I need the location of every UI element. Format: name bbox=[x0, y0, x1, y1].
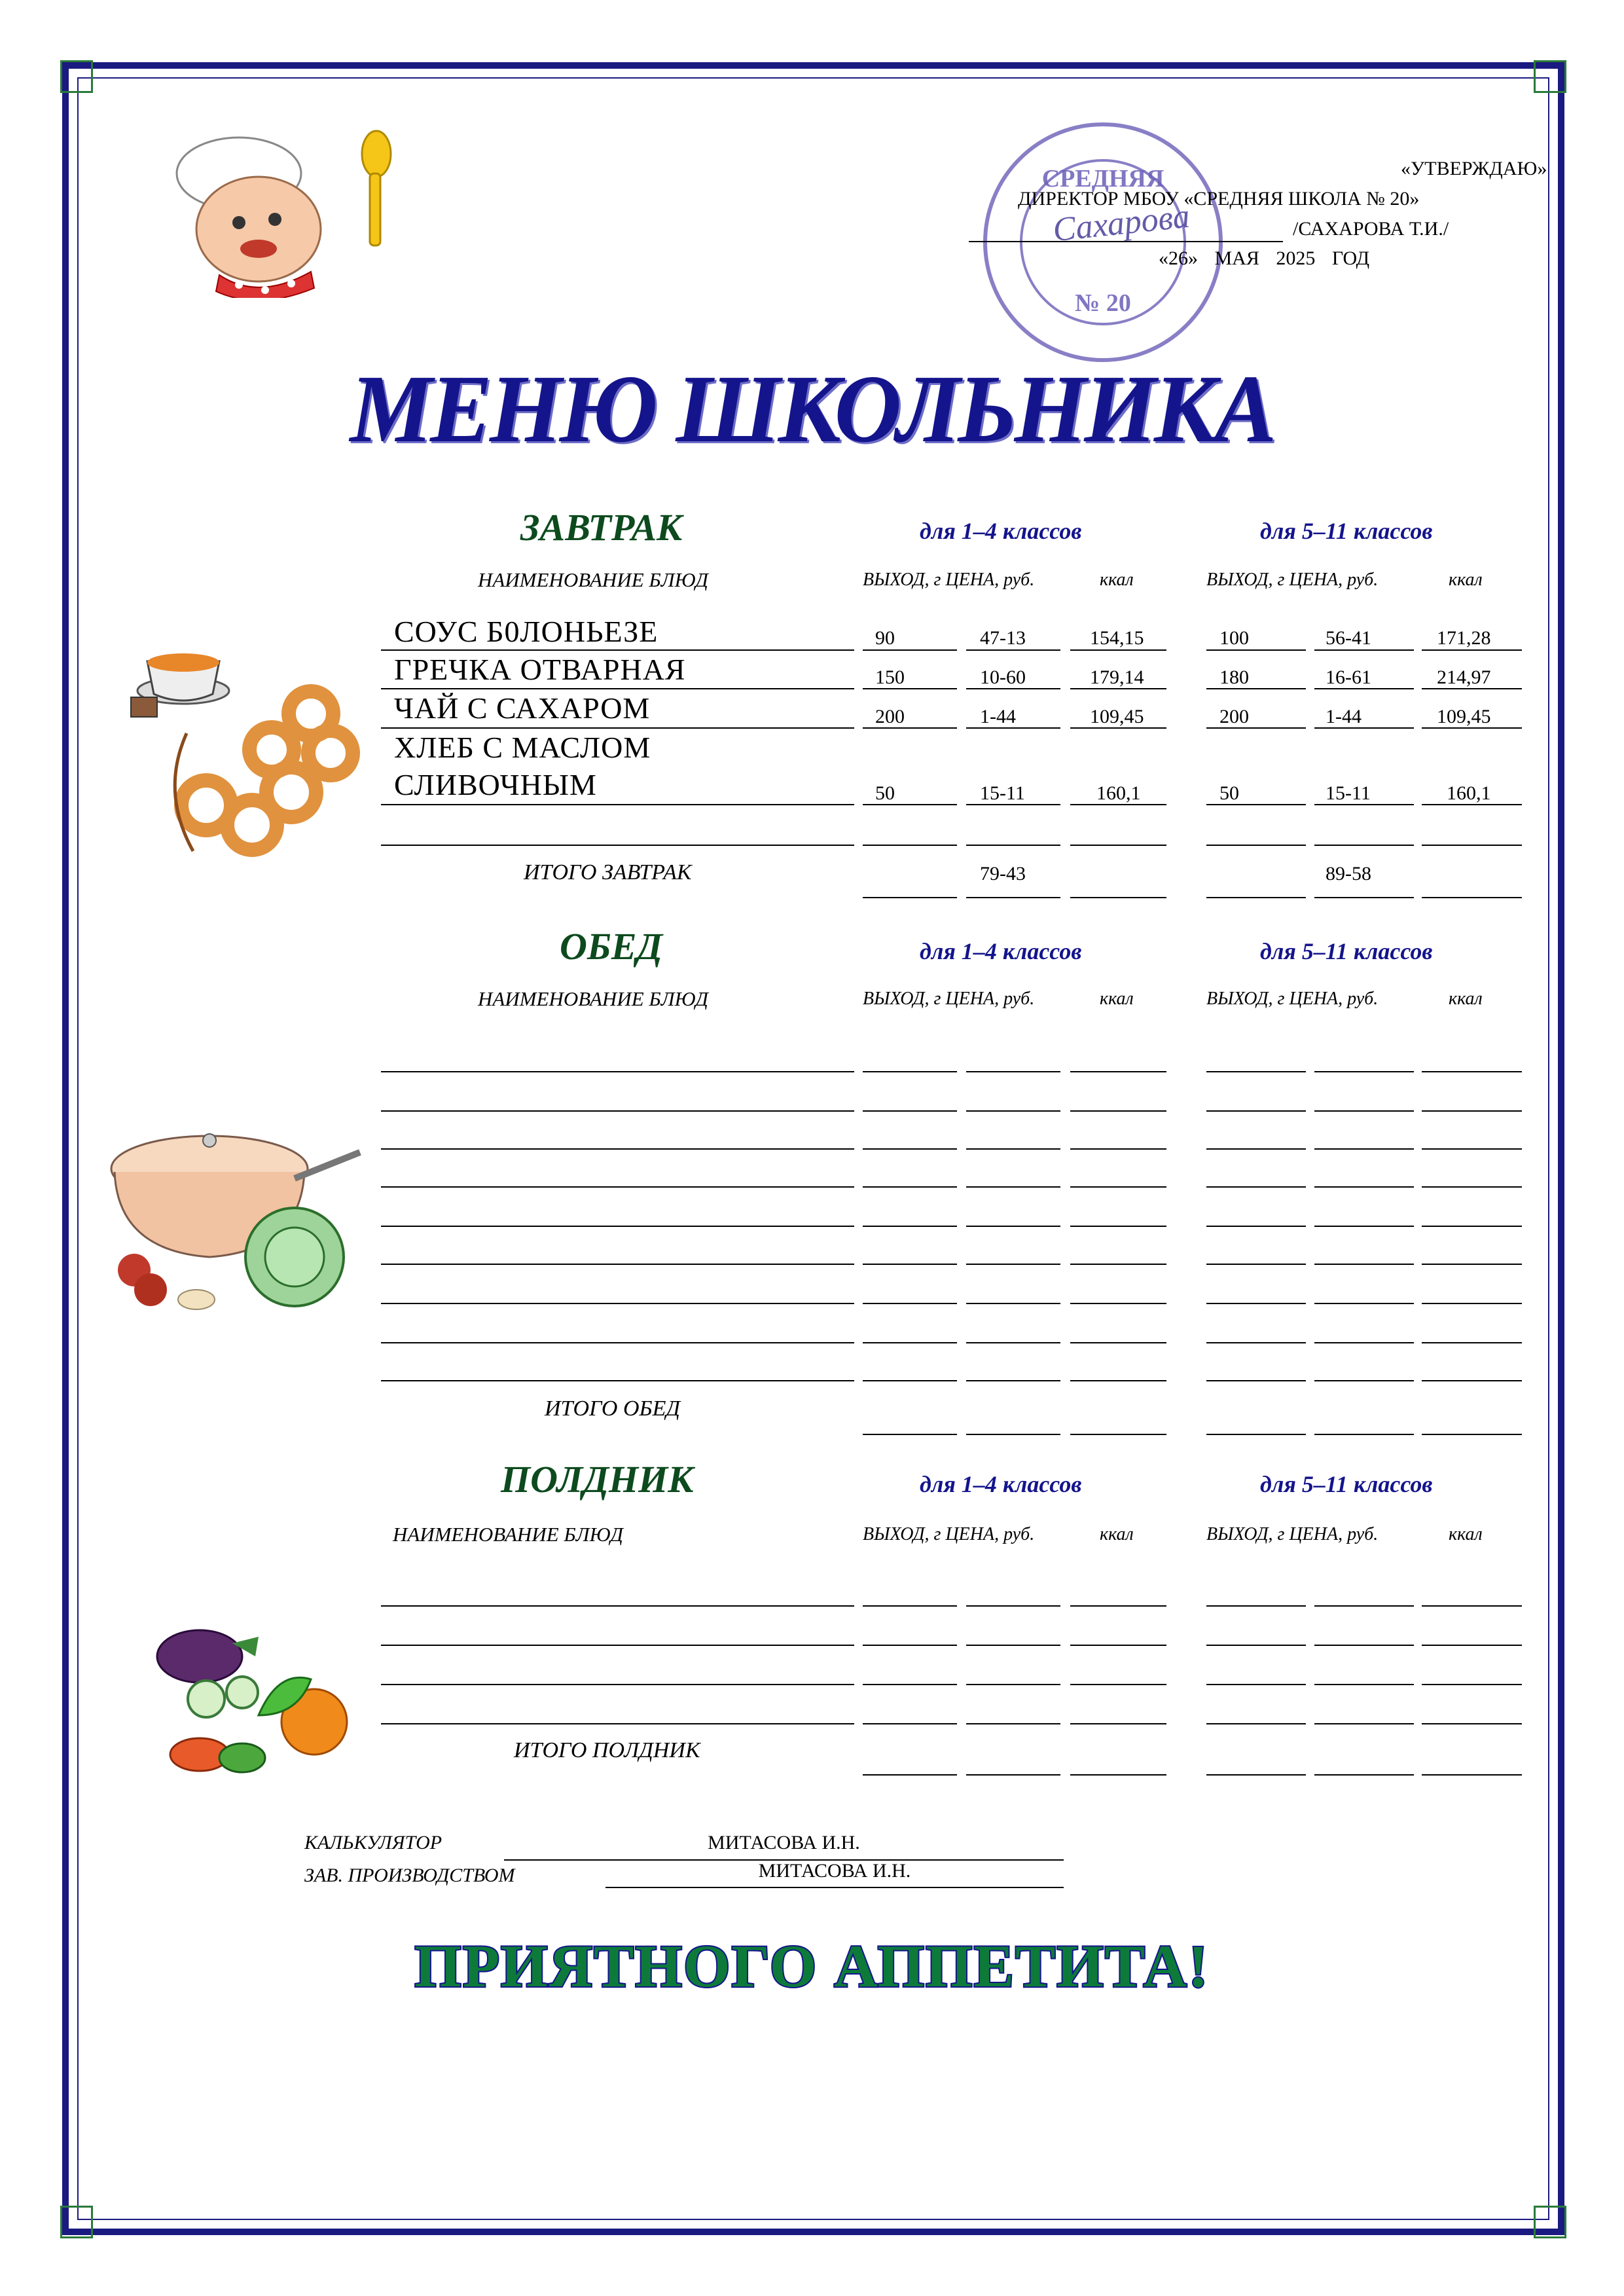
table-rule bbox=[863, 1071, 957, 1072]
dish-name: ГРЕЧКА ОТВАРНАЯ bbox=[394, 653, 686, 686]
price-5-11: 56-41 bbox=[1326, 627, 1371, 649]
table-rule bbox=[381, 1645, 854, 1646]
table-rule bbox=[966, 1342, 1060, 1343]
price-1-4: 10-60 bbox=[980, 666, 1026, 688]
table-rule bbox=[1070, 845, 1166, 846]
table-rule bbox=[1422, 649, 1522, 651]
col-header-yield-price: ВЫХОД, г ЦЕНА, руб. bbox=[863, 570, 1035, 590]
table-rule bbox=[1070, 1645, 1166, 1646]
table-rule bbox=[381, 1264, 854, 1265]
snack-total-label: ИТОГО ПОЛДНИК bbox=[514, 1738, 700, 1762]
table-rule bbox=[1314, 649, 1414, 651]
approval-line4: «26» МАЯ 2025 ГОД bbox=[1159, 247, 1370, 269]
group-header-5-11: для 5–11 классов bbox=[1260, 518, 1433, 544]
table-rule bbox=[863, 1380, 957, 1381]
breakfast-total-1-4: 79-43 bbox=[980, 863, 1026, 884]
table-rule bbox=[1422, 1774, 1522, 1776]
table-rule bbox=[966, 1264, 1060, 1265]
table-rule bbox=[1422, 1186, 1522, 1188]
kcal-1-4: 160,1 bbox=[1096, 782, 1141, 804]
table-rule bbox=[1206, 1264, 1306, 1265]
table-rule bbox=[1422, 1434, 1522, 1435]
table-rule bbox=[1314, 1071, 1414, 1072]
col-header-kcal: ккал bbox=[1449, 570, 1483, 590]
table-rule bbox=[863, 845, 957, 846]
table-rule bbox=[1070, 1148, 1166, 1150]
price-1-4: 15-11 bbox=[980, 782, 1025, 804]
col-header-name: НАИМЕНОВАНИЕ БЛЮД bbox=[478, 987, 708, 1010]
table-rule bbox=[1070, 1071, 1166, 1072]
table-rule bbox=[381, 1684, 854, 1685]
production-head-name: МИТАСОВА И.Н. bbox=[758, 1860, 911, 1882]
lunch-total-label: ИТОГО ОБЕД bbox=[545, 1396, 680, 1421]
table-rule bbox=[1314, 1226, 1414, 1227]
yield-1-4: 50 bbox=[875, 782, 895, 804]
table-rule bbox=[1206, 1605, 1306, 1607]
table-rule bbox=[966, 1645, 1060, 1646]
group-header-1-4: для 1–4 классов bbox=[920, 938, 1082, 964]
table-rule bbox=[863, 1605, 957, 1607]
table-rule bbox=[1070, 1380, 1166, 1381]
table-rule bbox=[1206, 804, 1306, 805]
col-header-name: НАИМЕНОВАНИЕ БЛЮД bbox=[478, 568, 708, 591]
table-rule bbox=[1206, 897, 1306, 898]
table-rule bbox=[1314, 1264, 1414, 1265]
table-rule bbox=[863, 1264, 957, 1265]
table-rule bbox=[966, 649, 1060, 651]
price-5-11: 16-61 bbox=[1326, 666, 1371, 688]
col-header-kcal: ккал bbox=[1449, 989, 1483, 1009]
table-rule bbox=[1070, 897, 1166, 898]
table-rule bbox=[1206, 1342, 1306, 1343]
table-rule bbox=[1422, 1645, 1522, 1646]
group-header-5-11: для 5–11 классов bbox=[1260, 1471, 1433, 1497]
table-rule bbox=[966, 1774, 1060, 1776]
table-rule bbox=[863, 1434, 957, 1435]
signature: Сахарова bbox=[1051, 197, 1192, 249]
corner-ornament bbox=[60, 2206, 93, 2238]
table-rule bbox=[863, 1110, 957, 1112]
page-title: МЕНЮ ШКОЛЬНИКА bbox=[350, 355, 1274, 463]
table-rule bbox=[381, 1303, 854, 1304]
table-rule bbox=[1070, 727, 1166, 729]
table-rule bbox=[1314, 1380, 1414, 1381]
col-header-kcal: ккал bbox=[1100, 570, 1134, 590]
breakfast-title: ЗАВТРАК bbox=[520, 506, 683, 549]
table-rule bbox=[1070, 1605, 1166, 1607]
table-rule bbox=[1206, 1723, 1306, 1724]
table-rule bbox=[1206, 1071, 1306, 1072]
kcal-1-4: 154,15 bbox=[1090, 627, 1144, 649]
chef-illustration bbox=[160, 128, 409, 298]
approval-line2: ДИРЕКТОР МБОУ «СРЕДНЯЯ ШКОЛА № 20» bbox=[1018, 188, 1420, 210]
price-5-11: 15-11 bbox=[1326, 782, 1371, 804]
table-rule bbox=[863, 1226, 957, 1227]
table-rule bbox=[1070, 649, 1166, 651]
dish-name: ХЛЕБ С МАСЛОМ bbox=[394, 731, 651, 764]
table-rule bbox=[381, 845, 854, 846]
table-rule bbox=[1422, 1226, 1522, 1227]
col-header-name: НАИМЕНОВАНИЕ БЛЮД bbox=[393, 1523, 623, 1546]
table-rule bbox=[381, 1226, 854, 1227]
table-rule bbox=[1070, 1434, 1166, 1435]
footer-greeting: ПРИЯТНОГО АППЕТИТА! bbox=[414, 1933, 1210, 1999]
table-rule bbox=[966, 1723, 1060, 1724]
corner-ornament bbox=[1534, 60, 1566, 93]
table-rule bbox=[1314, 1605, 1414, 1607]
col-header-yield-price: ВЫХОД, г ЦЕНА, руб. bbox=[1206, 570, 1379, 590]
approval-line1: «УТВЕРЖДАЮ» bbox=[1401, 158, 1547, 179]
pot-vegetables-illustration bbox=[98, 1100, 373, 1322]
table-rule bbox=[1206, 1226, 1306, 1227]
table-rule bbox=[966, 1684, 1060, 1685]
kcal-1-4: 179,14 bbox=[1090, 666, 1144, 688]
table-rule bbox=[1422, 1342, 1522, 1343]
table-rule bbox=[1070, 1186, 1166, 1188]
table-rule bbox=[1070, 1774, 1166, 1776]
table-rule bbox=[1422, 897, 1522, 898]
table-rule bbox=[863, 1684, 957, 1685]
price-1-4: 1-44 bbox=[980, 706, 1016, 727]
yield-1-4: 150 bbox=[875, 666, 905, 688]
table-rule bbox=[863, 649, 957, 651]
dish-name: СЛИВОЧНЫМ bbox=[394, 768, 597, 801]
fruit-vegetables-illustration bbox=[147, 1617, 363, 1794]
table-rule bbox=[1422, 1723, 1522, 1724]
yield-5-11: 100 bbox=[1219, 627, 1249, 649]
tea-bagels-illustration bbox=[121, 635, 383, 897]
lunch-title: ОБЕД bbox=[560, 925, 663, 968]
table-rule bbox=[1422, 1110, 1522, 1112]
table-rule bbox=[1422, 1071, 1522, 1072]
table-rule bbox=[1422, 1148, 1522, 1150]
table-rule bbox=[1314, 1434, 1414, 1435]
table-rule bbox=[966, 1226, 1060, 1227]
price-1-4: 47-13 bbox=[980, 627, 1026, 649]
table-rule bbox=[1206, 845, 1306, 846]
table-rule bbox=[966, 1434, 1060, 1435]
col-header-kcal: ккал bbox=[1449, 1524, 1483, 1544]
table-rule bbox=[966, 804, 1060, 805]
table-rule bbox=[966, 1110, 1060, 1112]
yield-1-4: 90 bbox=[875, 627, 895, 649]
table-rule bbox=[381, 1071, 854, 1072]
table-rule bbox=[1070, 1342, 1166, 1343]
signature-line bbox=[969, 241, 1283, 242]
col-header-yield-price: ВЫХОД, г ЦЕНА, руб. bbox=[1206, 1524, 1379, 1544]
table-rule bbox=[1314, 804, 1414, 805]
table-rule bbox=[966, 1071, 1060, 1072]
table-rule bbox=[966, 1186, 1060, 1188]
table-rule bbox=[1206, 649, 1306, 651]
table-rule bbox=[1422, 1380, 1522, 1381]
table-rule bbox=[1070, 1684, 1166, 1685]
table-rule bbox=[1206, 1110, 1306, 1112]
yield-5-11: 50 bbox=[1219, 782, 1239, 804]
table-rule bbox=[863, 804, 957, 805]
table-rule bbox=[863, 688, 957, 689]
table-rule bbox=[1206, 1148, 1306, 1150]
table-rule bbox=[1206, 1645, 1306, 1646]
table-rule bbox=[381, 1148, 854, 1150]
table-rule bbox=[863, 897, 957, 898]
kcal-5-11: 160,1 bbox=[1447, 782, 1491, 804]
table-rule bbox=[863, 1303, 957, 1304]
stamp-text-mid: № 20 bbox=[1075, 289, 1131, 317]
kcal-5-11: 214,97 bbox=[1437, 666, 1491, 688]
table-rule bbox=[1070, 1723, 1166, 1724]
snack-title: ПОЛДНИК bbox=[501, 1458, 694, 1501]
group-header-5-11: для 5–11 классов bbox=[1260, 938, 1433, 964]
table-rule bbox=[1314, 1186, 1414, 1188]
table-rule bbox=[1422, 1684, 1522, 1685]
table-rule bbox=[1314, 845, 1414, 846]
price-5-11: 1-44 bbox=[1326, 706, 1362, 727]
table-rule bbox=[966, 727, 1060, 729]
table-rule bbox=[1314, 1342, 1414, 1343]
table-rule bbox=[966, 1605, 1060, 1607]
table-rule bbox=[1422, 804, 1522, 805]
table-rule bbox=[966, 688, 1060, 689]
table-rule bbox=[1422, 1303, 1522, 1304]
production-head-label: ЗАВ. ПРОИЗВОДСТВОМ bbox=[304, 1865, 515, 1886]
col-header-yield-price: ВЫХОД, г ЦЕНА, руб. bbox=[863, 989, 1035, 1009]
table-rule bbox=[1314, 727, 1414, 729]
group-header-1-4: для 1–4 классов bbox=[920, 1471, 1082, 1497]
official-stamp bbox=[975, 115, 1231, 370]
table-rule bbox=[1314, 1684, 1414, 1685]
table-rule bbox=[381, 1605, 854, 1607]
table-rule bbox=[863, 1645, 957, 1646]
table-rule bbox=[1422, 845, 1522, 846]
table-rule bbox=[966, 1303, 1060, 1304]
table-rule bbox=[863, 1723, 957, 1724]
table-rule bbox=[381, 727, 854, 729]
dish-name: ЧАЙ С САХАРОМ bbox=[394, 691, 651, 725]
table-rule bbox=[863, 1774, 957, 1776]
table-rule bbox=[966, 1380, 1060, 1381]
table-rule bbox=[966, 845, 1060, 846]
table-rule bbox=[1070, 1226, 1166, 1227]
table-rule bbox=[1070, 1303, 1166, 1304]
table-rule bbox=[1314, 897, 1414, 898]
table-rule bbox=[1206, 1774, 1306, 1776]
table-rule bbox=[966, 897, 1060, 898]
table-rule bbox=[1422, 1264, 1522, 1265]
kcal-1-4: 109,45 bbox=[1090, 706, 1144, 727]
yield-5-11: 200 bbox=[1219, 706, 1249, 727]
table-rule bbox=[1314, 688, 1414, 689]
breakfast-total-5-11: 89-58 bbox=[1326, 863, 1371, 884]
corner-ornament bbox=[60, 60, 93, 93]
table-rule bbox=[381, 1380, 854, 1381]
table-rule bbox=[1422, 1605, 1522, 1607]
table-rule bbox=[381, 1186, 854, 1188]
kcal-5-11: 109,45 bbox=[1437, 706, 1491, 727]
table-rule bbox=[1070, 804, 1166, 805]
table-rule bbox=[1314, 1303, 1414, 1304]
stamp-text-top: СРЕДНЯЯ bbox=[1041, 165, 1164, 192]
table-rule bbox=[1206, 688, 1306, 689]
table-rule bbox=[1422, 727, 1522, 729]
yield-5-11: 180 bbox=[1219, 666, 1249, 688]
corner-ornament bbox=[1534, 2206, 1566, 2238]
table-rule bbox=[1206, 1186, 1306, 1188]
table-rule bbox=[1314, 1774, 1414, 1776]
table-rule bbox=[1206, 1303, 1306, 1304]
table-rule bbox=[863, 727, 957, 729]
kcal-5-11: 171,28 bbox=[1437, 627, 1491, 649]
table-rule bbox=[381, 1110, 854, 1112]
table-rule bbox=[1314, 1723, 1414, 1724]
table-rule bbox=[1422, 688, 1522, 689]
table-rule bbox=[1206, 727, 1306, 729]
table-rule bbox=[1206, 1434, 1306, 1435]
table-rule bbox=[1206, 1684, 1306, 1685]
col-header-yield-price: ВЫХОД, г ЦЕНА, руб. bbox=[863, 1524, 1035, 1544]
table-rule bbox=[966, 1148, 1060, 1150]
dish-name: СОУС Б0ЛОНЬЕЗЕ bbox=[394, 615, 659, 648]
table-rule bbox=[381, 1723, 854, 1724]
table-rule bbox=[863, 1342, 957, 1343]
table-rule bbox=[863, 1186, 957, 1188]
table-rule bbox=[1314, 1148, 1414, 1150]
table-rule bbox=[381, 1342, 854, 1343]
table-rule bbox=[381, 688, 854, 689]
calculator-label: КАЛЬКУЛЯТОР bbox=[304, 1832, 442, 1853]
col-header-yield-price: ВЫХОД, г ЦЕНА, руб. bbox=[1206, 989, 1379, 1009]
production-head-line bbox=[605, 1887, 1064, 1888]
table-rule bbox=[1314, 1110, 1414, 1112]
group-header-1-4: для 1–4 классов bbox=[920, 518, 1082, 544]
col-header-kcal: ккал bbox=[1100, 989, 1134, 1009]
table-rule bbox=[1314, 1645, 1414, 1646]
table-rule bbox=[381, 804, 854, 805]
table-rule bbox=[863, 1148, 957, 1150]
approval-line3: /САХАРОВА Т.И./ bbox=[1293, 218, 1449, 240]
table-rule bbox=[1070, 1264, 1166, 1265]
table-rule bbox=[1206, 1380, 1306, 1381]
yield-1-4: 200 bbox=[875, 706, 905, 727]
table-rule bbox=[381, 649, 854, 651]
calculator-name: МИТАСОВА И.Н. bbox=[708, 1832, 860, 1853]
col-header-kcal: ккал bbox=[1100, 1524, 1134, 1544]
table-rule bbox=[1070, 1110, 1166, 1112]
breakfast-total-label: ИТОГО ЗАВТРАК bbox=[524, 860, 692, 884]
table-rule bbox=[1070, 688, 1166, 689]
